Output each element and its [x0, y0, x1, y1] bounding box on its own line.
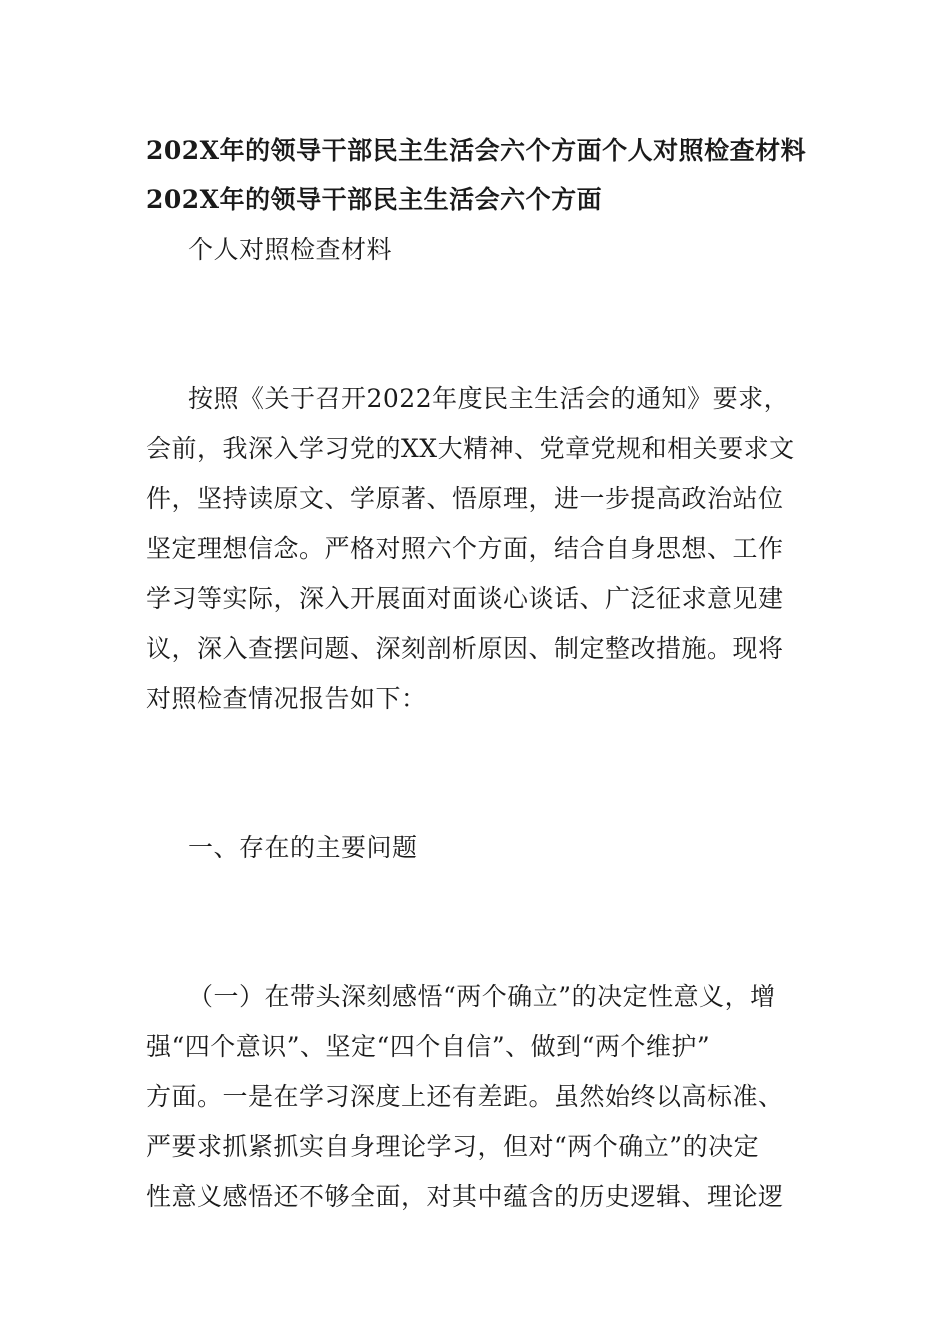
paragraph-line: （一）在带头深刻感悟“两个确立”的决定性意义，增: [188, 982, 776, 1011]
paragraph-line: 性意义感悟还不够全面，对其中蕴含的历史逻辑、理论逻: [146, 1182, 784, 1211]
paragraph-line: 件，坚持读原文、学原著、悟原理，进一步提高政治站位: [146, 484, 784, 513]
paragraph-line: 议，深入查摆问题、深刻剖析原因、制定整改措施。现将: [146, 634, 784, 663]
paragraph-line: 学习等实际，深入开展面对面谈心谈话、广泛征求意见建: [146, 584, 784, 613]
document-title-line-3: 个人对照检查材料: [188, 235, 393, 264]
paragraph-line: 坚定理想信念。严格对照六个方面，结合自身思想、工作: [146, 534, 784, 563]
document-title-line-1: 202X年的领导干部民主生活会六个方面个人对照检查材料: [146, 136, 807, 165]
paragraph-line: 按照《关于召开2022年度民主生活会的通知》要求，: [188, 384, 790, 413]
paragraph-line: 对照检查情况报告如下：: [146, 684, 427, 713]
section-heading: 一、存在的主要问题: [188, 833, 418, 862]
paragraph-line: 强“四个意识”、坚定“四个自信”、做到“两个维护”: [146, 1032, 711, 1061]
paragraph-line: 会前，我深入学习党的XX大精神、党章党规和相关要求文: [146, 434, 795, 463]
paragraph-line: 严要求抓紧抓实自身理论学习，但对“两个确立”的决定: [146, 1132, 760, 1161]
document-title-line-2: 202X年的领导干部民主生活会六个方面: [146, 185, 603, 214]
paragraph-line: 方面。一是在学习深度上还有差距。虽然始终以高标准、: [146, 1082, 784, 1111]
